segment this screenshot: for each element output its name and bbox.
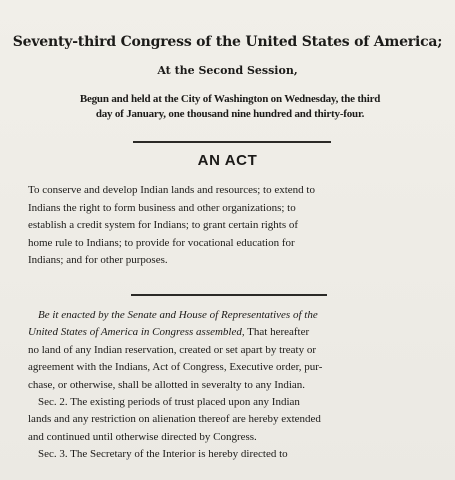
body-line: no land of any Indian reservation, created or set apart by treaty or bbox=[28, 343, 317, 356]
enacting-clause-rest: That hereafter bbox=[244, 326, 310, 339]
purpose-line: Indians the right to form business and other organizations; to bbox=[28, 201, 296, 214]
congress-title: Seventy-third Congress of the United States of America; bbox=[12, 34, 443, 50]
purpose-line: home rule to Indians; to provide for vocational education for bbox=[28, 236, 295, 249]
act-title: AN ACT bbox=[197, 152, 258, 169]
section-3-partial-line: Sec. 3. The Secretary of the Interior is hereby directed to bbox=[38, 448, 288, 461]
begun-line-2: day of January, one thousand nine hundred and thirty-four. bbox=[95, 108, 365, 120]
act-purpose bbox=[28, 182, 435, 270]
enacting-clause-line-1: Be it enacted by the Senate and House of Representatives of the bbox=[38, 309, 318, 321]
enacting-clause-italic: United States of America in Congress assembled, bbox=[28, 326, 245, 339]
enacting-clause-line-2 bbox=[28, 324, 435, 341]
section-2-line: and continued until otherwise directed by Congress. bbox=[28, 430, 257, 443]
section-2-text: The existing periods of trust placed upon any Indian bbox=[67, 396, 300, 409]
body-line: chase, or otherwise, shall be allotted in severalty to any Indian. bbox=[28, 378, 306, 391]
divider-rule-bottom bbox=[131, 294, 327, 296]
section-2-line-1 bbox=[28, 394, 435, 411]
section-2-label: Sec. 2. bbox=[38, 396, 68, 409]
body-line: agreement with the Indians, Act of Congress, Executive order, pur- bbox=[28, 361, 323, 374]
divider-rule-top bbox=[133, 141, 331, 143]
session-line: At the Second Session, bbox=[157, 64, 298, 77]
act-body bbox=[28, 307, 435, 464]
purpose-line: establish a credit system for Indians; to grant certain rights of bbox=[28, 219, 299, 232]
begun-statement bbox=[50, 92, 410, 122]
purpose-line: To conserve and develop Indian lands and resources; to extend to bbox=[28, 184, 315, 196]
purpose-line: Indians; and for other purposes. bbox=[28, 254, 168, 267]
begun-line-1: Begun and held at the City of Washington on Wednesday, the third bbox=[79, 93, 381, 105]
section-2-line: lands and any restriction on alienation thereof are hereby extended bbox=[28, 413, 321, 426]
